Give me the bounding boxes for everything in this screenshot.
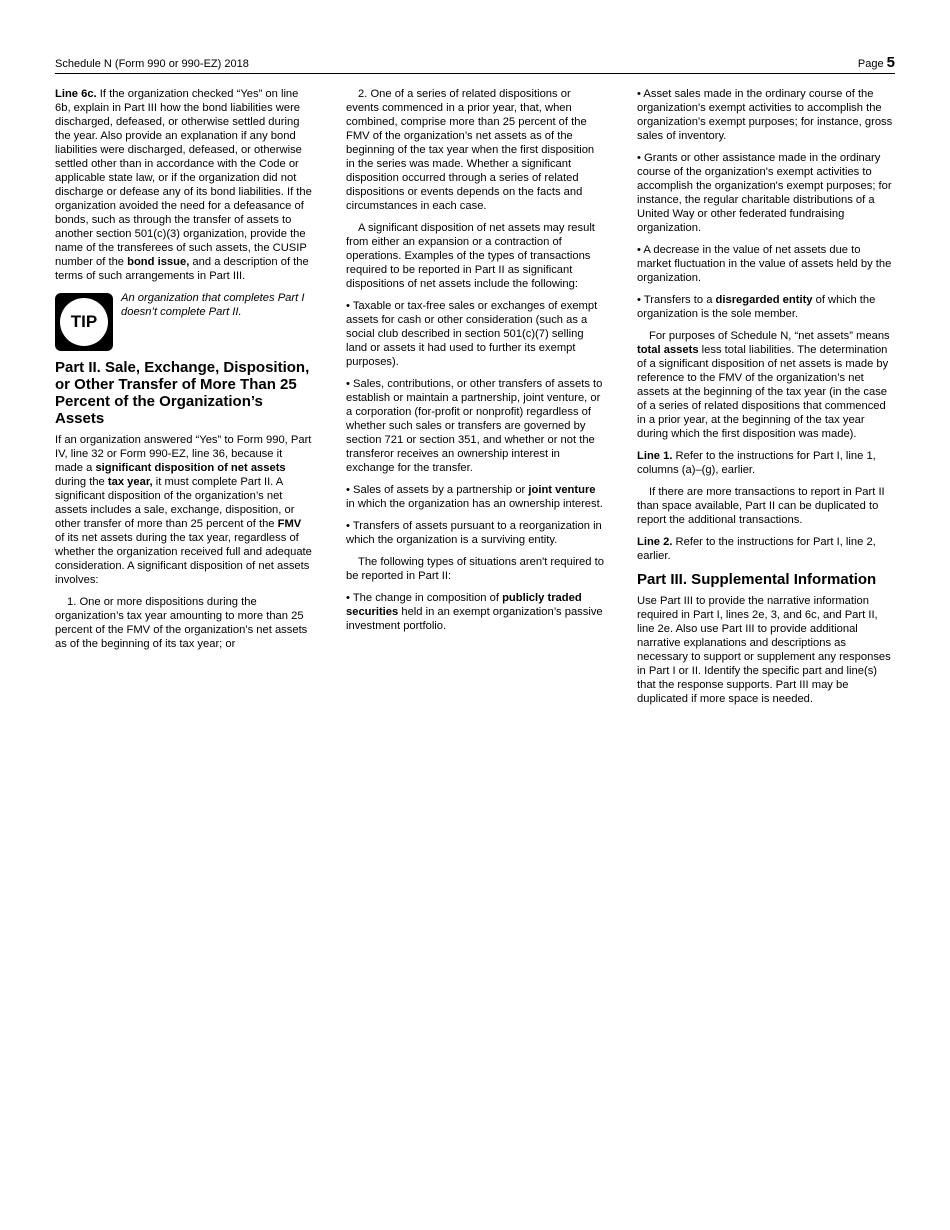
list-item-1: 1. One or more dispositions during the organization’s tax year amounting to more than 25 percent of the FMV of the organization’s net assets as of the beginning of its tax year; or [55,596,308,650]
page-header [55,55,895,74]
column-2 [346,87,604,641]
bullet-taxable-sales: • Taxable or tax-free sales or exchanges of exempt assets for cash or other consideration (such as a social club described in section 501(c)(7) selling land or assets it had used to further its exempt purposes). [346,300,598,368]
part2-heading: Part II. Sale, Exchange, Disposition, or Other Transfer of More Than 25 Percent of the Organization’s Assets [55,359,310,427]
not-required-paragraph: The following types of situations aren't required to be reported in Part II: [346,556,604,582]
part3-heading: Part III. Supplemental Information [637,571,877,588]
bullet-partnership: • Sales of assets by a partnership or joint venture in which the organization has an ownership interest. [346,484,603,510]
column-3 [637,87,895,714]
list-item-2: 2. One of a series of related dispositions or events commenced in a prior year, that, when combined, comprise more than 25 percent of the FMV of the organization’s net assets as of the beginning of the tax year when the first disposition in the series was made. Whether a significant disposition occurred through a series of related dispositions or events depends on the facts and circumstances in each case. [346,88,595,212]
bullet-reorganization: • Transfers of assets pursuant to a reorganization in which the organization is a surviving entity. [346,520,602,546]
page-number: Page 5 [857,54,895,71]
column-1 [55,87,313,659]
line1-paragraph: Line 1. Refer to the instructions for Part I, line 1, columns (a)–(g), earlier. [637,450,876,476]
tip-callout [55,291,313,353]
form-title: Schedule N (Form 990 or 990-EZ) 2018 [55,58,249,70]
bullet-decrease: • A decrease in the value of net assets due to market fluctuation in the value of assets held by the organization. [637,244,892,284]
significant-disposition-paragraph: A significant disposition of net assets may result from either an expansion or a contraction of operations. Examples of the types of transactions required to be reported in Part II as significant dispositions of net assets include the following: [346,222,595,290]
bullet-contributions: • Sales, contributions, or other transfers of assets to establish or maintain a partnership, joint venture, or a corporation (for-profit or nonprofit) regardless of whether such sales or transfers are governed by section 721 or section 351, and whether or not the transferor receives an ownership interest in exchange for the transfer. [346,378,603,474]
line2-paragraph: Line 2. Refer to the instructions for Part I, line 2, earlier. [637,536,876,562]
line6c-paragraph: Line 6c. If the organization checked “Yes” on line 6b, explain in Part III how the bond liabilities were discharged, defeased, or otherwise settled during the year. Also provide an explanation if any bond liabilities were discharged, defeased, or otherwise settled other than in accordance with the Code or applicable state law, or if the organization did not discharge or defease any of its bond liabilities. If the organization avoided the need for a defeasance of bonds, such as through the transfer of assets to another section 501(c)(3) organization, provide the name of the transferees of such assets, the CUSIP number of the bond issue, and a description of the terms of such arrangements in Part III. [55,88,312,282]
tip-icon: TIP [55,293,113,351]
more-transactions-paragraph: If there are more transactions to report in Part II than space available, Part II can be duplicated to report the additional transactions. [637,486,885,526]
net-assets-paragraph: For purposes of Schedule N, “net assets” means total assets less total liabilities. The determination of a significant disposition of net assets is made by reference to the FMV of the organization’s net assets at the beginning of the tax year (in the case of a series of related dispositions that commenced in a prior year, at the beginning of the tax year during which the first disposition was made). [637,330,890,440]
part3-paragraph: Use Part III to provide the narrative information required in Part I, lines 2e, 3, and 6c, and Part II, line 2e. Also use Part III to provide additional narrative explanations and descriptions as necessary to support or supplement any responses in Part I or II. Identify the specific part and line(s) that the response supports. Part III may be duplicated if more space is needed. [637,595,891,705]
bullet-asset-sales: • Asset sales made in the ordinary course of the organization's exempt activities to accomplish the organization's exempt purposes; for instance, gross sales of inventory. [637,88,893,142]
part2-intro: If an organization answered “Yes” to Form 990, Part IV, line 32 or Form 990-EZ, line 36, because it made a significant disposition of net assets during the tax year, it must complete Part II. A significant disposition of the organization’s net assets includes a sale, exchange, disposition, or other transfer of more than 25 percent of the FMV of its net assets during the tax year, regardless of whether the organization received full and adequate consideration. A significant disposition of net assets involves: [55,434,312,586]
tip-text: An organization that completes Part I doesn’t complete Part II. [121,292,305,318]
bullet-securities: • The change in composition of publicly traded securities held in an exempt organization’s passive investment portfolio. [346,592,603,632]
bullet-grants: • Grants or other assistance made in the ordinary course of the organization's exempt activities to accomplish the organization's exempt purposes; for instance, the regular charitable distributions of a United Way or other federated fundraising organization. [637,152,892,234]
bullet-disregarded-entity: • Transfers to a disregarded entity of which the organization is the sole member. [637,294,876,320]
